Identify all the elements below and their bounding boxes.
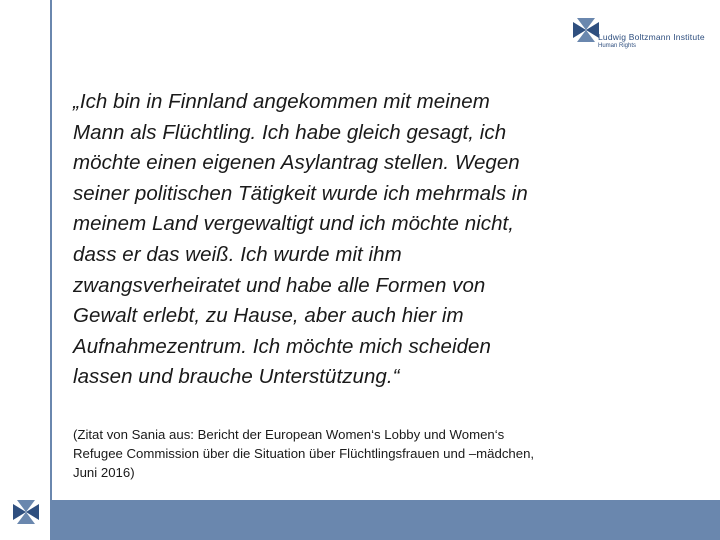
quote-line: Mann als Flüchtling. Ich habe gleich gesagt, ich — [73, 120, 507, 144]
quote-line: lassen und brauche Unterstützung.“ — [73, 365, 400, 389]
institute-subtitle: Human Rights — [598, 43, 637, 49]
quote-line: Gewalt erlebt, zu Hause, aber auch hier im — [73, 304, 464, 328]
citation-line: Juni 2016) — [73, 465, 135, 480]
footer-band — [52, 500, 720, 540]
citation-line: (Zitat von Sania aus: Bericht der European Women‘s Lobby und Women‘s — [73, 427, 505, 442]
quote-line: meinem Land vergewaltigt und ich möchte nicht, — [73, 212, 515, 236]
quote-line: Aufnahmezentrum. Ich möchte mich scheiden — [73, 334, 491, 358]
quote-line: möchte einen eigenen Asylantrag stellen. Wegen — [73, 151, 520, 175]
institute-logo — [570, 14, 710, 54]
quote-line: seiner politischen Tätigkeit wurde ich mehrmals in — [73, 181, 528, 205]
quote-line: „Ich bin in Finnland angekommen mit meinem — [73, 90, 490, 113]
quote-text — [73, 87, 658, 393]
quote-line: zwangsverheiratet und habe alle Formen von — [73, 273, 486, 297]
left-vertical-rule — [50, 0, 52, 540]
citation-line: Refugee Commission über die Situation über Flüchtlingsfrauen und –mädchen, — [73, 446, 535, 461]
citation-text — [73, 425, 673, 482]
institute-name: Ludwig Boltzmann Institute — [598, 32, 705, 42]
star-corner-icon — [10, 496, 42, 528]
quote-line: dass er das weiß. Ich wurde mit ihm — [73, 242, 402, 266]
